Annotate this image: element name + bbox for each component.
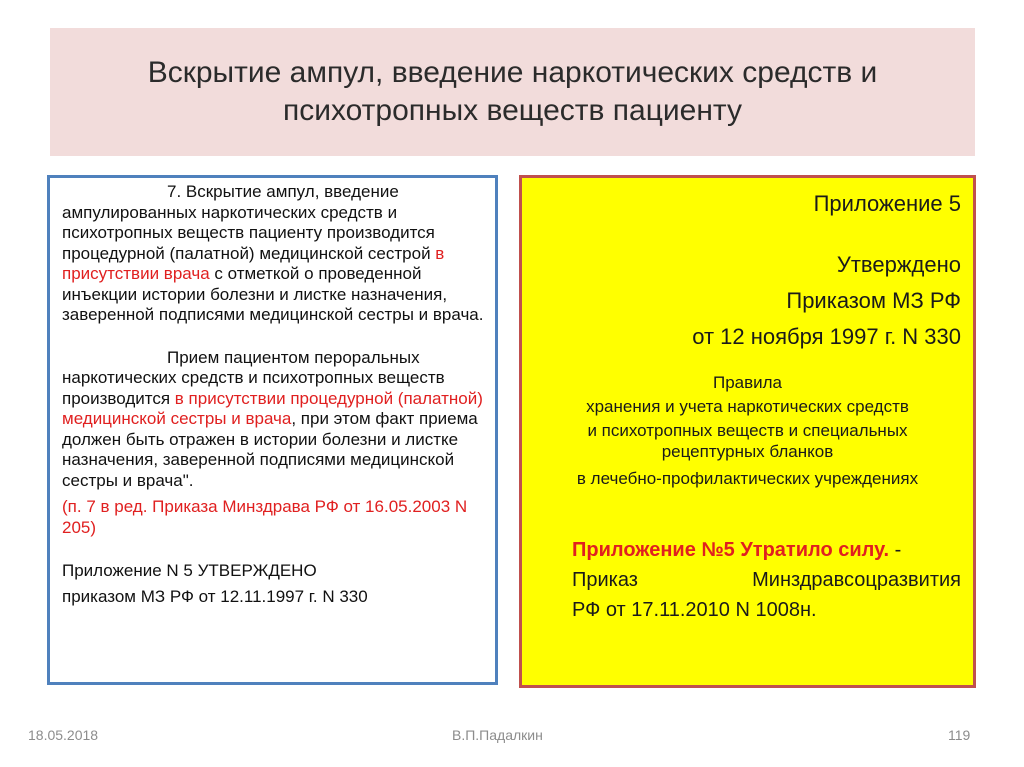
appendix-reference — [62, 558, 485, 610]
repeal-highlight: Приложение №5 Утратило силу. — [572, 539, 890, 561]
amendment-note: (п. 7 в ред. Приказа Минздрава РФ от 16.05.2003 N 205) — [62, 497, 468, 537]
rules-line-4: рецептурных бланков — [661, 442, 834, 461]
footer-date: 18.05.2018 — [28, 727, 99, 743]
highlight-doctor-presence: в присутствии врача — [62, 243, 445, 283]
appendix-line-1: Приложение N 5 УТВЕРЖДЕНО — [62, 561, 317, 580]
rules-line-5: в лечебно-профилактических учреждениях — [576, 469, 919, 488]
left-text-box — [47, 175, 498, 685]
order-label: Приказом МЗ РФ — [786, 288, 961, 313]
repeal-word-ministry: Минздравсоцразвития — [752, 569, 961, 591]
approved-label: Утверждено — [836, 252, 961, 277]
paragraph-ampoule-opening: 7. Вскрытие ампул, введение ампулированных наркотических средств и психотропных веществ пациенту производится процедурной (палатной) медицинской сестрой в присутствии врача с отметкой о проведенной инъекции истории болезни и листке назначения, заверенной подписями медицинской сестры и врача. — [62, 182, 484, 324]
order-date: от 12 ноября 1997 г. N 330 — [692, 324, 961, 349]
slide-title-band — [50, 28, 975, 156]
rules-line-2: хранения и учета наркотических средств — [586, 397, 909, 416]
repeal-word-order: Приказ — [572, 569, 638, 591]
appendix-line-2: приказом МЗ РФ от 12.11.1997 г. N 330 — [62, 587, 368, 606]
highlight-nurse-doctor-presence: в присутствии процедурной (палатной) медицинской сестры и врача — [62, 388, 483, 428]
slide-title-line-2: психотропных веществ пациенту — [282, 94, 743, 127]
paragraph-oral-intake: Прием пациентом пероральных наркотических средств и психотропных веществ производится в присутствии процедурной (палатной) медицинской сестры и врача, при этом факт приема должен быть отражен в истории болезни и листке назначения, заверенной подписями медицинской сестры и врача". — [62, 347, 483, 490]
repeal-line-3: РФ от 17.11.2010 N 1008н. — [572, 599, 817, 621]
rules-title — [534, 371, 961, 491]
rules-line-1: Правила — [712, 373, 783, 392]
rules-line-3: и психотропных веществ и специальных — [587, 421, 908, 440]
right-highlight-box — [519, 175, 976, 688]
footer-author: В.П.Падалкин — [452, 727, 543, 743]
repeal-note: Приложение №5 Утратило силу. - Приказ Минздравсоцразвития РФ от 17.11.2010 N 1008н. — [534, 535, 961, 625]
appendix-label: Приложение 5 — [813, 191, 961, 216]
footer-page-number: 119 — [948, 727, 971, 743]
slide-title-line-1: Вскрытие ампул, введение наркотических средств и — [147, 56, 878, 89]
